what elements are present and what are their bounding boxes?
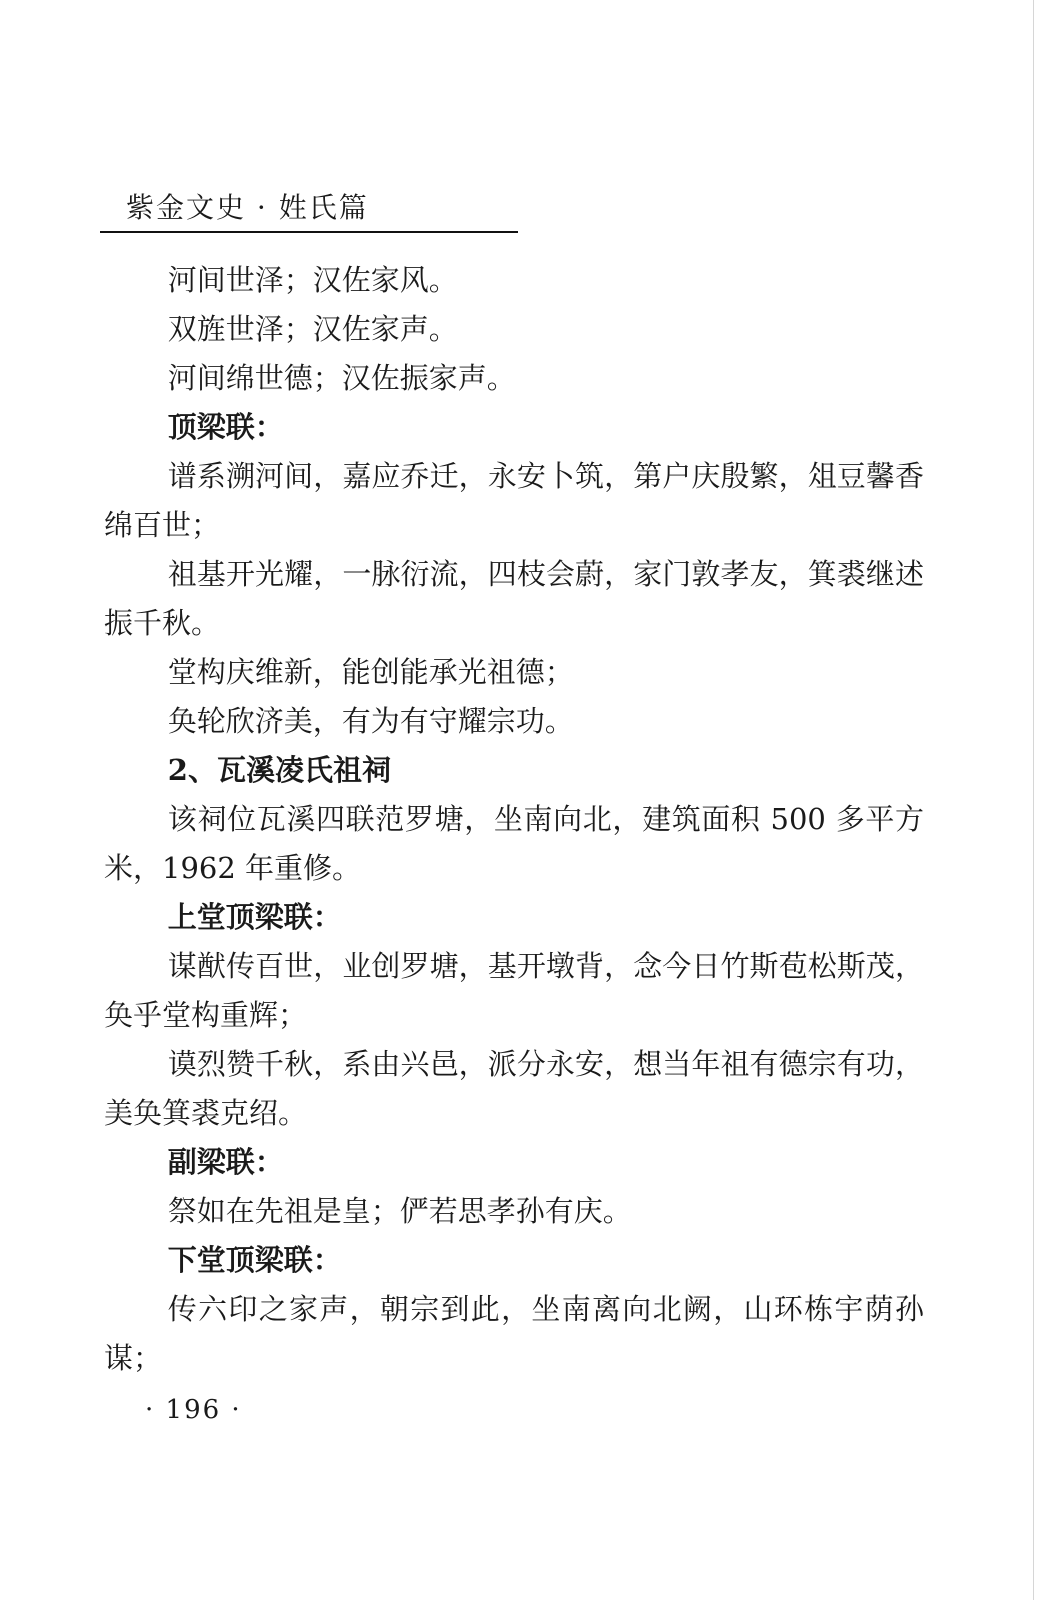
header-rule [100,231,518,233]
couplet-line: 河间绵世德；汉佐振家声。 [167,361,516,395]
couplet-line: 祭如在先祖是皇；俨若思孝孙有庆。 [167,1194,632,1228]
section-heading: 下堂顶梁联： [167,1243,342,1277]
couplet-line: 谋猷传百世，业创罗塘，基开墩背，念今日竹斯苞松斯茂，奂乎堂构重辉； [104,949,924,1032]
couplet-line: 双旌世泽；汉佐家声。 [167,312,458,346]
scan-edge-line [1033,0,1034,1600]
section-heading: 顶梁联： [167,410,284,444]
section-heading: 上堂顶梁联： [167,900,342,934]
body-paragraph: 该祠位瓦溪四联范罗塘，坐南向北，建筑面积 500 多平方米，1962 年重修。 [104,802,924,885]
couplet-line: 传六印之家声，朝宗到此，坐南离向北阙，山环栋宇荫孙谋； [104,1292,924,1375]
couplet-line: 堂构庆维新，能创能承光祖德； [167,655,574,689]
page-number: · 196 · [145,1395,242,1425]
page-body [104,256,924,1383]
couplet-line: 河间世泽；汉佐家风。 [167,263,458,297]
section-heading: 2、瓦溪凌氏祖祠 [167,753,391,787]
running-header: 紫金文史 · 姓氏篇 [126,191,369,224]
couplet-line: 奂轮欣济美，有为有守耀宗功。 [167,704,574,738]
couplet-line: 祖基开光耀，一脉衍流，四枝会蔚，家门敦孝友，箕裘继述振千秋。 [104,557,924,640]
section-heading: 副梁联： [167,1145,284,1179]
couplet-line: 谱系溯河间，嘉应乔迁，永安卜筑，第户庆殷繁，俎豆馨香绵百世； [104,459,924,542]
couplet-line: 谟烈赞千秋，系由兴邑，派分永安，想当年祖有德宗有功，美奂箕裘克绍。 [104,1047,924,1130]
